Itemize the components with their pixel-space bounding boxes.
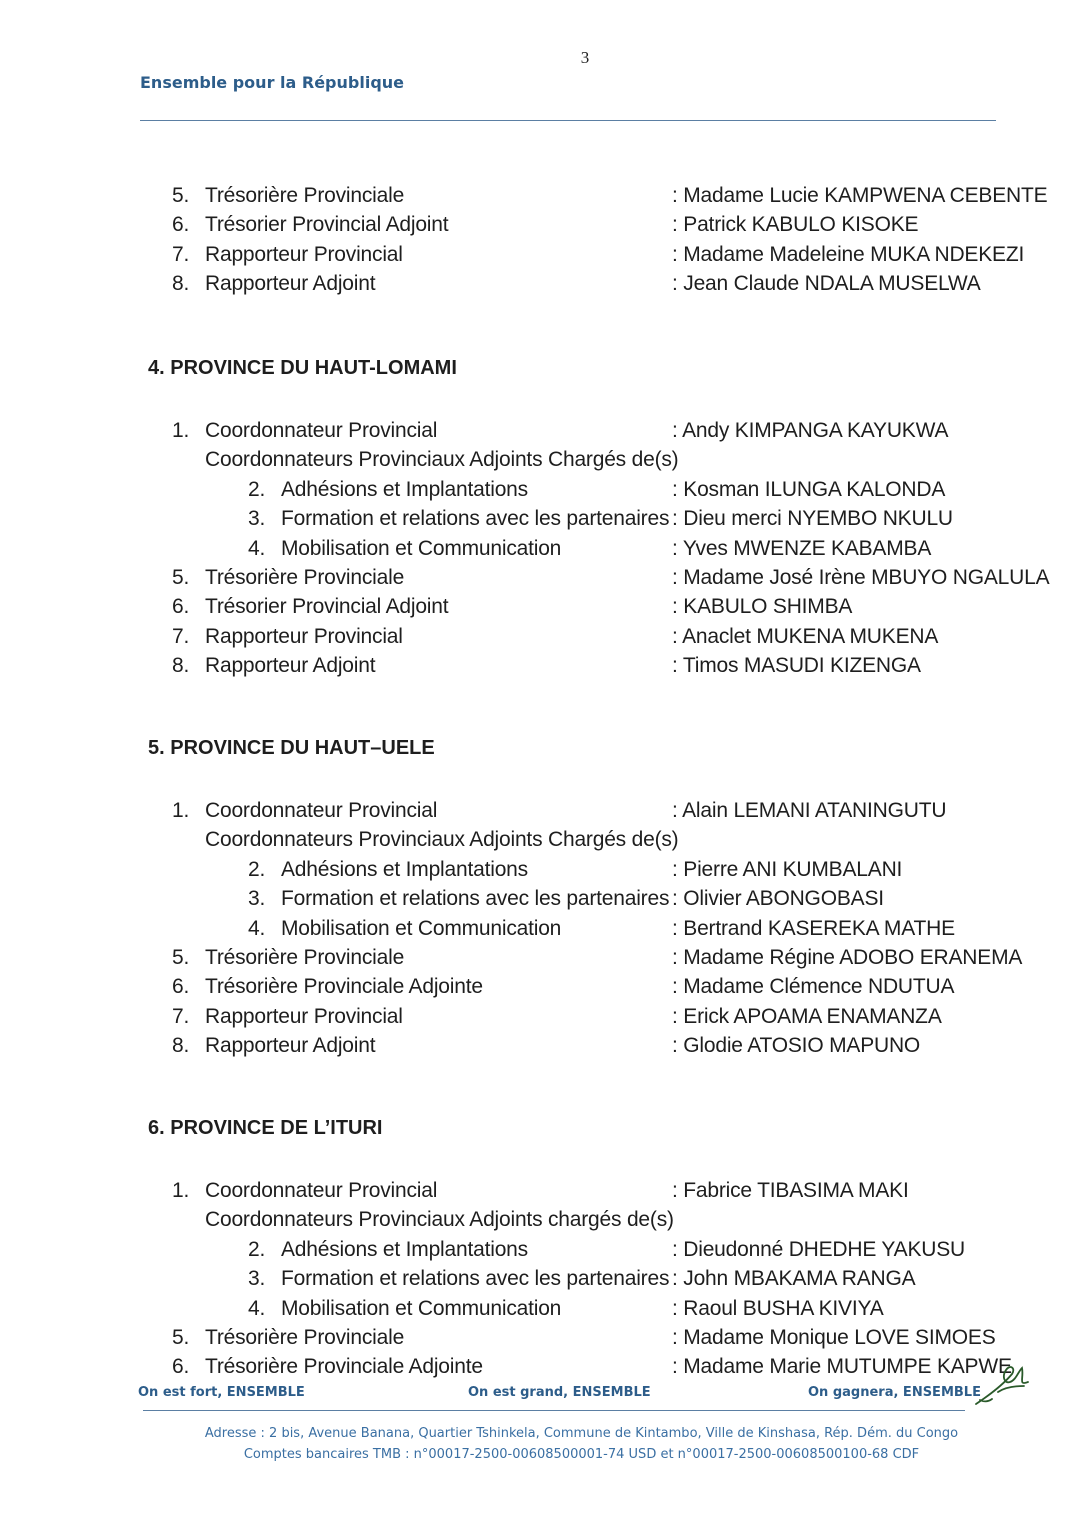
list-item (0, 595, 1080, 623)
list-item (0, 448, 1080, 476)
item-person: : Erick APOAMA ENAMANZA (672, 1005, 942, 1028)
list-item (0, 828, 1080, 856)
item-person: : Kosman ILUNGA KALONDA (672, 478, 946, 501)
item-number: 8. (172, 272, 190, 295)
section-heading: 4. PROVINCE DU HAUT-LOMAMI (148, 357, 457, 379)
item-role: Trésorière Provinciale (205, 1326, 405, 1349)
item-role: Rapporteur Provincial (205, 1005, 403, 1028)
footer-address: Adresse : 2 bis, Avenue Banana, Quartier Tshinkela, Commune de Kintambo, Ville de Kinshasa, Rép. Dém. du Congo (204, 1426, 959, 1441)
item-person: : Madame Lucie KAMPWENA CEBENTE (672, 184, 1048, 207)
item-person: : Raoul BUSHA KIVIYA (672, 1297, 884, 1320)
item-person: : Madame Régine ADOBO ERANEMA (672, 946, 1023, 969)
item-number: 4. (248, 1297, 266, 1320)
list-item (0, 272, 1080, 300)
item-role: Rapporteur Provincial (205, 625, 403, 648)
item-number: 7. (172, 1005, 190, 1028)
item-role: Coordonnateurs Provinciaux Adjoints Chargés de(s) (205, 448, 679, 471)
list-item (0, 1326, 1080, 1354)
item-person: : Olivier ABONGOBASI (672, 887, 884, 910)
item-person: : Dieu merci NYEMBO NKULU (672, 507, 953, 530)
item-role: Mobilisation et Communication (281, 917, 562, 940)
item-role: Trésorière Provinciale Adjointe (205, 1355, 483, 1378)
item-number: 4. (248, 537, 266, 560)
item-role: Formation et relations avec les partenaires (281, 1267, 670, 1290)
item-role: Rapporteur Adjoint (205, 654, 376, 677)
item-role: Mobilisation et Communication (281, 1297, 562, 1320)
item-number: 2. (248, 1238, 266, 1261)
item-number: 6. (172, 595, 190, 618)
item-role: Coordonnateurs Provinciaux Adjoints chargés de(s) (205, 1208, 674, 1231)
item-number: 2. (248, 858, 266, 881)
item-person: : Madame Clémence NDUTUA (672, 975, 955, 998)
list-item (0, 1005, 1080, 1033)
footer-rule (143, 1410, 965, 1411)
list-item (0, 887, 1080, 915)
footer-motto-strong: On est fort, ENSEMBLE (138, 1385, 305, 1400)
item-number: 7. (172, 243, 190, 266)
item-number: 6. (172, 1355, 190, 1378)
item-number: 1. (172, 1179, 190, 1202)
item-person: : Madame José Irène MBUYO NGALULA (672, 566, 1050, 589)
item-person: : Alain LEMANI ATANINGUTU (672, 799, 947, 822)
item-role: Coordonnateur Provincial (205, 799, 438, 822)
section-heading: 5. PROVINCE DU HAUT–UELE (148, 737, 435, 759)
item-number: 5. (172, 1326, 190, 1349)
item-number: 4. (248, 917, 266, 940)
list-item (0, 1208, 1080, 1236)
item-number: 3. (248, 887, 266, 910)
item-role: Trésorière Provinciale (205, 946, 405, 969)
item-role: Trésorière Provinciale (205, 184, 405, 207)
list-item (0, 1179, 1080, 1207)
item-role: Coordonnateur Provincial (205, 1179, 438, 1202)
item-role: Rapporteur Adjoint (205, 272, 376, 295)
list-item (0, 799, 1080, 827)
list-item (0, 1297, 1080, 1325)
item-number: 1. (172, 419, 190, 442)
item-number: 5. (172, 566, 190, 589)
item-person: : Bertrand KASEREKA MATHE (672, 917, 955, 940)
item-role: Adhésions et Implantations (281, 478, 528, 501)
item-person: : Timos MASUDI KIZENGA (672, 654, 921, 677)
item-role: Rapporteur Provincial (205, 243, 403, 266)
list-item (0, 975, 1080, 1003)
party-name: Ensemble pour la République (140, 73, 405, 92)
page-number: 3 (580, 48, 590, 67)
item-person: : Madame Madeleine MUKA NDEKEZI (672, 243, 1025, 266)
list-item (0, 654, 1080, 682)
item-person: : KABULO SHIMBA (672, 595, 853, 618)
item-person: : Patrick KABULO KISOKE (672, 213, 919, 236)
list-item (0, 243, 1080, 271)
item-person: : John MBAKAMA RANGA (672, 1267, 916, 1290)
item-role: Coordonnateurs Provinciaux Adjoints Chargés de(s) (205, 828, 679, 851)
list-item (0, 507, 1080, 535)
item-person: : Madame Marie MUTUMPE KAPWE (672, 1355, 1012, 1378)
list-item (0, 1267, 1080, 1295)
list-item (0, 1034, 1080, 1062)
item-role: Formation et relations avec les partenaires (281, 887, 670, 910)
item-person: : Glodie ATOSIO MAPUNO (672, 1034, 921, 1057)
item-role: Trésorier Provincial Adjoint (205, 595, 449, 618)
item-number: 3. (248, 1267, 266, 1290)
list-item (0, 1355, 1080, 1383)
item-number: 2. (248, 478, 266, 501)
list-item (0, 858, 1080, 886)
list-item (0, 625, 1080, 653)
item-number: 3. (248, 507, 266, 530)
list-item (0, 1238, 1080, 1266)
item-number: 8. (172, 1034, 190, 1057)
item-role: Adhésions et Implantations (281, 858, 528, 881)
item-number: 5. (172, 946, 190, 969)
item-number: 7. (172, 625, 190, 648)
item-role: Mobilisation et Communication (281, 537, 562, 560)
item-person: : Jean Claude NDALA MUSELWA (672, 272, 981, 295)
list-item (0, 419, 1080, 447)
list-item (0, 917, 1080, 945)
footer-motto-great: On est grand, ENSEMBLE (468, 1385, 651, 1400)
list-item (0, 213, 1080, 241)
item-number: 5. (172, 184, 190, 207)
item-role: Coordonnateur Provincial (205, 419, 438, 442)
item-role: Formation et relations avec les partenaires (281, 507, 670, 530)
item-person: : Madame Monique LOVE SIMOES (672, 1326, 996, 1349)
item-role: Rapporteur Adjoint (205, 1034, 376, 1057)
item-number: 6. (172, 975, 190, 998)
footer-motto-win: On gagnera, ENSEMBLE (808, 1385, 981, 1400)
list-item (0, 184, 1080, 212)
footer-bank-accounts: Comptes bancaires TMB : n°00017-2500-00608500001-74 USD et n°00017-2500-00608500100-68 CDF (243, 1447, 920, 1462)
item-number: 6. (172, 213, 190, 236)
item-person: : Anaclet MUKENA MUKENA (672, 625, 939, 648)
list-item (0, 946, 1080, 974)
item-role: Trésorière Provinciale Adjointe (205, 975, 483, 998)
item-person: : Andy KIMPANGA KAYUKWA (672, 419, 949, 442)
item-role: Adhésions et Implantations (281, 1238, 528, 1261)
item-person: : Fabrice TIBASIMA MAKI (672, 1179, 909, 1202)
item-number: 8. (172, 654, 190, 677)
signature-icon (968, 1352, 1038, 1412)
list-item (0, 537, 1080, 565)
item-person: : Pierre ANI KUMBALANI (672, 858, 903, 881)
item-person: : Yves MWENZE KABAMBA (672, 537, 932, 560)
list-item (0, 478, 1080, 506)
header-rule (140, 120, 996, 121)
item-person: : Dieudonné DHEDHE YAKUSU (672, 1238, 966, 1261)
item-role: Trésorier Provincial Adjoint (205, 213, 449, 236)
section-heading: 6. PROVINCE DE L’ITURI (148, 1117, 383, 1139)
list-item (0, 566, 1080, 594)
item-role: Trésorière Provinciale (205, 566, 405, 589)
item-number: 1. (172, 799, 190, 822)
